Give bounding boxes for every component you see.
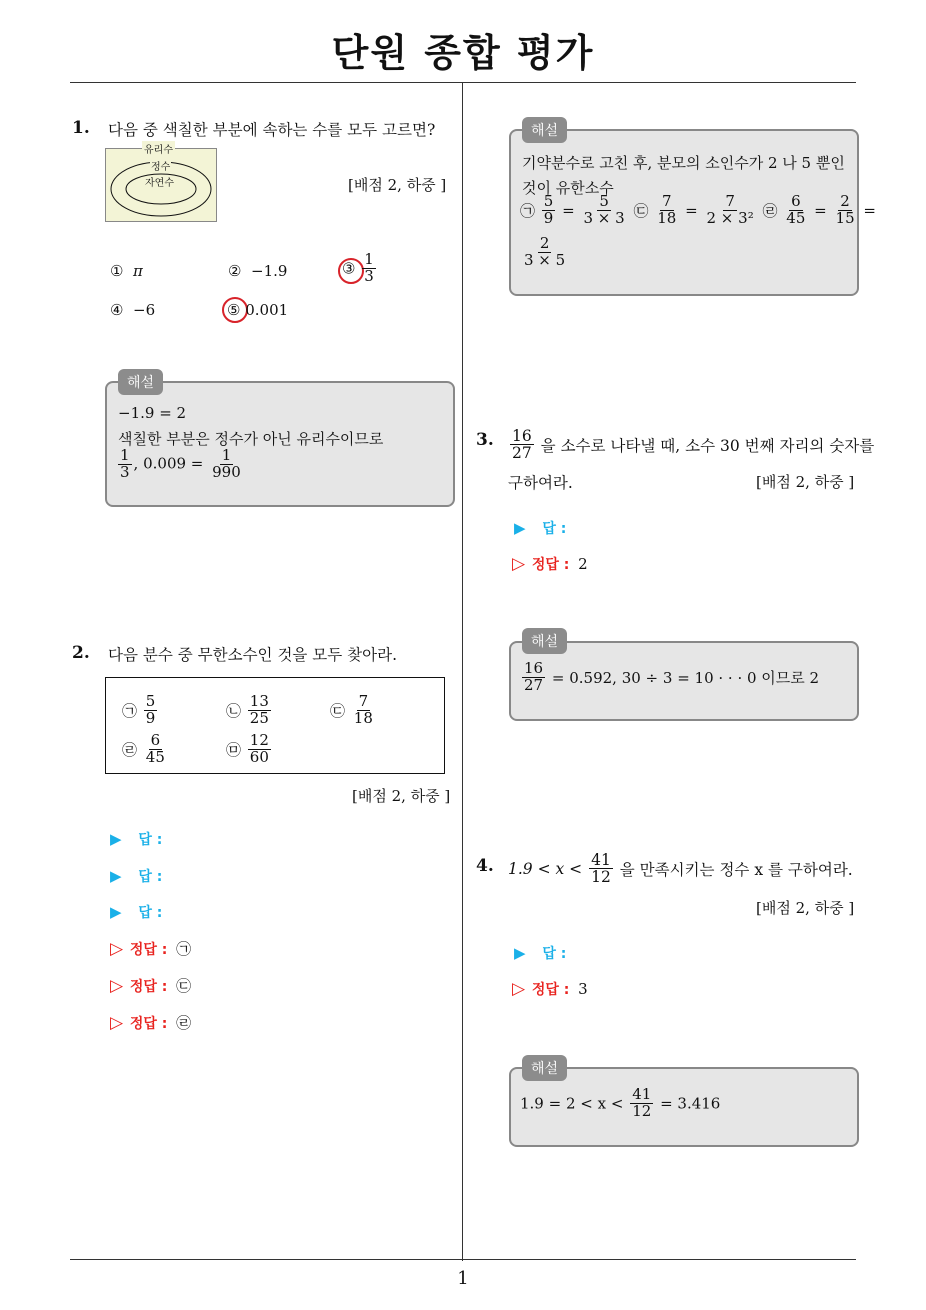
solution-line: 것이 유한소수 (522, 179, 614, 197)
numerator: 16 (512, 427, 532, 445)
numerator: 7 (725, 192, 735, 210)
answer-label: 답 : (542, 946, 567, 962)
choice-mark: ㉠ (122, 701, 138, 720)
option-mark: ③ (342, 259, 356, 278)
question-3-text-cont: 구하여라. (508, 474, 573, 492)
fraction (522, 236, 567, 269)
question-3-meta: [배점 2, 하중 ] (756, 473, 855, 491)
denominator: 27 (524, 675, 544, 694)
page-number: 1 (457, 1268, 469, 1289)
denominator: 15 (835, 208, 855, 227)
correct-answer (110, 1012, 191, 1033)
choice-item (122, 694, 159, 727)
numerator: 6 (150, 731, 161, 749)
fraction (144, 733, 167, 766)
correct-label: 정답 : (129, 979, 168, 995)
choice-mark: ㉤ (226, 740, 242, 759)
outline-triangle-icon: ▷ (512, 554, 526, 574)
option-mark: ① (110, 262, 124, 280)
fraction (784, 194, 807, 227)
solution-tag: 해설 (522, 117, 567, 143)
outline-triangle-icon: ▷ (512, 979, 526, 999)
numerator: 2 (840, 192, 850, 210)
option-value: π (133, 262, 143, 280)
venn-diagram (105, 145, 217, 222)
answer-field[interactable] (514, 518, 566, 538)
numerator: 6 (791, 192, 801, 210)
fraction (118, 448, 132, 481)
numerator: 2 (539, 234, 550, 252)
option-mark: ② (228, 262, 242, 280)
question-2-meta: [배점 2, 하중 ] (352, 787, 451, 805)
numerator: 7 (662, 192, 672, 210)
choice-mark: ㉠ (520, 201, 536, 220)
equation-text: = 0.592, 30 ÷ 3 = 10 · · · 0 이므로 2 (551, 668, 820, 687)
denominator: 12 (591, 868, 611, 887)
q1-option-2[interactable] (228, 262, 287, 280)
denominator: 990 (212, 462, 241, 481)
outline-triangle-icon: ▷ (110, 976, 124, 996)
correct-value: ㉠ (176, 940, 192, 958)
correct-answer (110, 975, 191, 996)
denominator: 60 (249, 747, 269, 766)
denominator: 25 (249, 708, 269, 727)
numerator: 12 (249, 731, 269, 749)
answer-label: 답 : (542, 521, 567, 537)
choice-item (122, 733, 169, 766)
option-value: −1.9 (251, 262, 288, 280)
correct-value: 3 (578, 980, 588, 998)
denominator: 3 × 3 (583, 208, 625, 227)
numerator: 1 (120, 446, 130, 464)
answer-field[interactable] (110, 902, 162, 922)
denominator: 45 (786, 208, 806, 227)
fraction (522, 661, 545, 694)
option-value: −6 (133, 301, 156, 319)
choice-mark: ㉣ (762, 201, 778, 220)
question-3-text (508, 428, 874, 462)
option-value: 0.001 (245, 301, 289, 319)
question-1-meta: [배점 2, 하중 ] (348, 176, 447, 194)
play-arrow-icon: ▶ (110, 867, 122, 885)
choice-item (330, 694, 377, 727)
play-arrow-icon: ▶ (110, 830, 122, 848)
question-4-meta: [배점 2, 하중 ] (756, 899, 855, 917)
correct-answer (512, 979, 588, 999)
correct-label: 정답 : (531, 557, 570, 573)
play-arrow-icon: ▶ (514, 944, 526, 962)
numerator: 5 (543, 192, 554, 210)
fraction (834, 194, 857, 227)
choice-item (226, 694, 273, 727)
equation-text: 1.9 = 2 < x < (520, 1094, 624, 1113)
correct-label: 정답 : (129, 1016, 168, 1032)
solution-line: −1.9 = 2 (118, 404, 187, 422)
page-title: 단원 종합 평가 (331, 31, 595, 75)
fraction (589, 852, 613, 886)
question-2-number: 2. (72, 643, 90, 663)
numerator: 7 (358, 692, 369, 710)
fraction (144, 694, 158, 727)
denominator: 3 (120, 462, 130, 481)
denominator: 3 × 5 (524, 250, 566, 269)
fraction (510, 428, 534, 462)
answer-label: 답 : (138, 905, 163, 921)
option-fraction (362, 252, 376, 285)
question-1-number: 1. (72, 118, 90, 138)
denominator: 9 (543, 208, 554, 227)
solution-tag: 해설 (118, 369, 163, 395)
question-text: 을 만족시키는 정수 x 를 구하여라. (619, 860, 853, 879)
correct-value: 2 (578, 555, 588, 573)
q1-option-1[interactable] (110, 262, 143, 280)
answer-label: 답 : (138, 832, 163, 848)
equation-text: = 3.416 (660, 1094, 721, 1113)
numerator: 5 (599, 192, 609, 210)
fraction (581, 194, 626, 227)
solution-line: 색칠한 부분은 정수가 아닌 유리수이므로 (118, 430, 384, 448)
fraction (655, 194, 678, 227)
fraction (630, 1087, 653, 1120)
option-mark: ④ (110, 301, 124, 319)
bottom-divider (70, 1259, 856, 1260)
venn-label-natural: 자연수 (145, 178, 174, 189)
numerator: 1 (364, 250, 374, 268)
choice-mark: ㉢ (330, 701, 346, 720)
numerator: 1 (221, 446, 232, 464)
choice-item (226, 733, 273, 766)
choice-mark: ㉣ (122, 740, 138, 759)
denominator: 3 (364, 266, 374, 285)
correct-label: 정답 : (531, 982, 570, 998)
question-text: 을 소수로 나타낼 때, 소수 30 번째 자리의 숫자를 (540, 436, 875, 455)
solution-tag: 해설 (522, 1055, 567, 1081)
correct-value: ㉣ (176, 1014, 192, 1032)
venn-label-integer: 정수 (150, 158, 171, 173)
q1-option-3[interactable] (342, 252, 378, 285)
numerator: 5 (145, 692, 156, 710)
denominator: 2 × 3² (706, 208, 754, 227)
fraction (352, 694, 375, 727)
solution-line: 기약분수로 고친 후, 분모의 소인수가 2 나 5 뿐인 (522, 154, 845, 172)
column-divider (462, 83, 463, 1261)
fraction (542, 194, 556, 227)
top-divider (70, 82, 856, 83)
question-1-text: 다음 중 색칠한 부분에 속하는 수를 모두 고르면? (108, 121, 436, 139)
numerator: 41 (632, 1085, 652, 1103)
answer-label: 답 : (138, 869, 163, 885)
venn-label-rational: 유리수 (142, 141, 175, 156)
outline-triangle-icon: ▷ (110, 939, 124, 959)
correct-label: 정답 : (129, 942, 168, 958)
denominator: 12 (632, 1101, 652, 1120)
solution-equation: ㉠ $\frac{5}{9}$ = $\frac{5}{3 \times 3}$ ㉢ $\frac{7}{18}$ = $\frac{7}{\text{2 × 3²}}$ ㉣ $\frac{6}{45}$ = $\frac{2}{15}$ = (520, 192, 876, 227)
outline-triangle-icon: ▷ (110, 1013, 124, 1033)
answer-field[interactable] (514, 943, 566, 963)
solution-equation (520, 1087, 720, 1120)
solution-tag: 해설 (522, 628, 567, 654)
solution-line (116, 448, 245, 481)
solution-equation (520, 661, 819, 694)
q1-option-4[interactable] (110, 301, 155, 319)
correct-answer (512, 554, 588, 574)
denominator: 27 (512, 444, 532, 463)
option-mark: ⑤ (227, 301, 241, 319)
play-arrow-icon: ▶ (110, 903, 122, 921)
numerator: 13 (249, 692, 269, 710)
question-3-number: 3. (476, 430, 494, 450)
question-4-text (508, 852, 853, 886)
denominator: 45 (145, 747, 165, 766)
inequality-text: 1.9 < x < (508, 859, 583, 878)
denominator: 18 (657, 208, 677, 227)
question-4-number: 4. (476, 856, 494, 876)
question-2-text: 다음 분수 중 무한소수인 것을 모두 찾아라. (108, 646, 398, 664)
numerator: 41 (591, 851, 611, 869)
denominator: 9 (145, 708, 156, 727)
fraction (248, 733, 271, 766)
fraction (705, 194, 756, 227)
fraction (210, 448, 243, 481)
choice-mark: ㉡ (226, 701, 242, 720)
answer-field[interactable] (110, 866, 162, 886)
solution-equation (520, 236, 569, 269)
play-arrow-icon: ▶ (514, 519, 526, 537)
answer-field[interactable] (110, 829, 162, 849)
correct-answer (110, 938, 191, 959)
denominator: 18 (353, 708, 373, 727)
fraction (248, 694, 271, 727)
numerator: 16 (524, 659, 544, 677)
choice-mark: ㉢ (633, 201, 649, 220)
q1-option-5[interactable] (227, 301, 288, 319)
correct-value: ㉢ (176, 977, 192, 995)
equation-text: , 0.009 = (133, 454, 209, 473)
